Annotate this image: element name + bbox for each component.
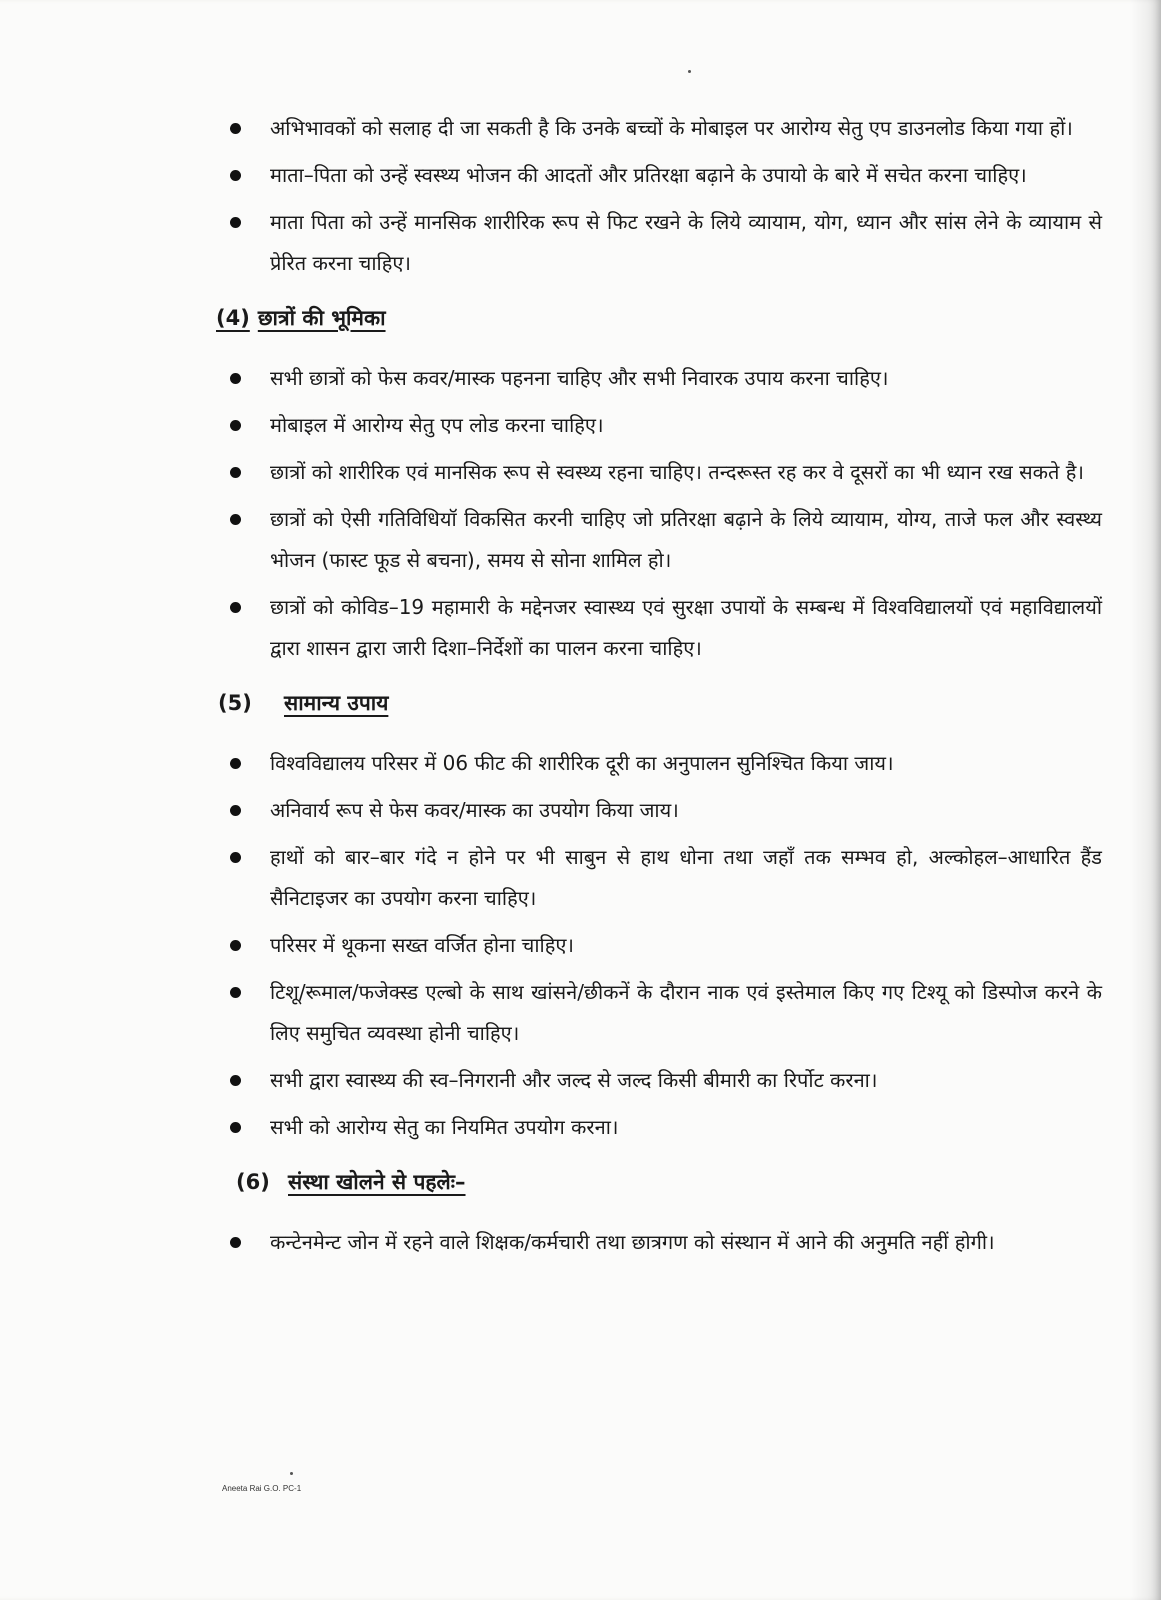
bullet-icon [230, 420, 241, 431]
bullet-text: छात्रों को शारीरिक एवं मानसिक रूप से स्वस्थ्य रहना चाहिए। तन्दरूस्त रह कर वे दूसरों का भी ध्यान रख सकते है। [270, 460, 1084, 484]
section-6-bullet-list [222, 1222, 1102, 1263]
bullet-icon [230, 467, 241, 478]
list-item [222, 358, 1102, 399]
bullet-icon [230, 940, 241, 951]
list-item [222, 743, 1102, 784]
bullet-text: सभी को आरोग्य सेतु का नियमित उपयोग करना। [270, 1115, 619, 1139]
section-number: (4) [216, 306, 250, 330]
bullet-text: टिशू/रूमाल/फजेक्स्ड एल्बो के साथ खांसने/छीकनें के दौरान नाक एवं इस्तेमाल किए गए टिश्यू को डिस्पोज करने के लिए समुचित व्यवस्था होनी चाहिए। [270, 980, 1102, 1045]
bullet-icon [230, 170, 241, 181]
bullet-icon [230, 1237, 241, 1248]
section-5-heading [218, 689, 1102, 717]
list-item [222, 925, 1102, 966]
list-item [222, 202, 1102, 284]
footer-note: Aneeta Rai G.O. PC-1 [222, 1484, 302, 1493]
bullet-text: मोबाइल में आरोग्य सेतु एप लोड करना चाहिए। [270, 413, 604, 437]
bullet-icon [230, 805, 241, 816]
bullet-text: माता–पिता को उन्हें स्वस्थ्य भोजन की आदतों और प्रतिरक्षा बढ़ाने के उपायो के बारे में सचेत करना चाहिए। [270, 163, 1027, 187]
bullet-icon [230, 373, 241, 384]
bullet-icon [230, 987, 241, 998]
bullet-text: अनिवार्य रूप से फेस कवर/मास्क का उपयोग किया जाय। [270, 798, 679, 822]
bullet-text: विश्वविद्यालय परिसर में 06 फीट की शारीरिक दूरी का अनुपालन सुनिश्चित किया जाय। [270, 751, 894, 775]
bullet-text: छात्रों को कोविड–19 महामारी के मद्देनजर स्वास्थ्य एवं सुरक्षा उपायों के सम्बन्ध में विश्वविद्यालयों एवं महाविद्यालयों द्वारा शासन द्वारा जारी दिशा–निर्देशों का पालन करना चाहिए। [270, 595, 1102, 660]
bullet-text: छात्रों को ऐसी गतिविधियॉ विकसित करनी चाहिए जो प्रतिरक्षा बढ़ाने के लिये व्यायाम, योग्य, ताजे फल और स्वस्थ्य भोजन (फास्ट फूड से बचना), समय से सोना शामिल हो। [270, 507, 1102, 572]
bullet-icon [230, 852, 241, 863]
bullet-text: कन्टेनमेन्ट जोन में रहने वाले शिक्षक/कर्मचारी तथा छात्रगण को संस्थान में आने की अनुमति नहीं होगी। [270, 1230, 995, 1254]
list-item [222, 108, 1102, 149]
list-item [222, 452, 1102, 493]
section-4-bullet-list [222, 358, 1102, 669]
bullet-text: माता पिता को उन्हें मानसिक शारीरिक रूप से फिट रखने के लिये व्यायाम, योग, ध्यान और सांस लेने के व्यायाम से प्रेरित करना चाहिए। [270, 210, 1102, 275]
bullet-text: हाथों को बार–बार गंदे न होने पर भी साबुन से हाथ धोना तथा जहाँ तक सम्भव हो, अल्कोहल–आधारित हैंड सैनिटाइजर का उपयोग करना चाहिए। [270, 845, 1102, 910]
bullet-icon [230, 217, 241, 228]
section-number: (6) [236, 1170, 270, 1194]
list-item [222, 1107, 1102, 1148]
bullet-text: अभिभावकों को सलाह दी जा सकती है कि उनके बच्चों के मोबाइल पर आरोग्य सेतु एप डाउनलोड किया गया हों। [270, 116, 1073, 140]
scan-speck [290, 1472, 293, 1475]
section-title: सामान्य उपाय [284, 691, 389, 715]
list-item [222, 972, 1102, 1054]
list-item [222, 499, 1102, 581]
section-4-heading [216, 304, 1102, 332]
section-5-bullet-list [222, 743, 1102, 1148]
list-item [222, 837, 1102, 919]
list-item [222, 790, 1102, 831]
section-number: (5) [218, 691, 252, 715]
section-6-heading [222, 1168, 1102, 1196]
list-item [222, 587, 1102, 669]
list-item [222, 405, 1102, 446]
page-edge-shadow [1131, 0, 1161, 1600]
section-title: छात्रों की भूमिका [257, 306, 386, 330]
bullet-icon [230, 602, 241, 613]
scan-speck [688, 70, 691, 73]
document-body [216, 108, 1102, 1269]
bullet-icon [230, 123, 241, 134]
intro-bullet-list [222, 108, 1102, 284]
bullet-icon [230, 514, 241, 525]
bullet-icon [230, 758, 241, 769]
bullet-text: परिसर में थूकना सख्त वर्जित होना चाहिए। [270, 933, 574, 957]
bullet-text: सभी द्वारा स्वास्थ्य की स्व–निगरानी और जल्द से जल्द किसी बीमारी का रिर्पोट करना। [270, 1068, 878, 1092]
bullet-text: सभी छात्रों को फेस कवर/मास्क पहनना चाहिए और सभी निवारक उपाय करना चाहिए। [270, 366, 889, 390]
list-item [222, 1222, 1102, 1263]
list-item [222, 1060, 1102, 1101]
section-title: संस्था खोलने से पहलेः– [288, 1170, 466, 1194]
list-item [222, 155, 1102, 196]
bullet-icon [230, 1122, 241, 1133]
bullet-icon [230, 1075, 241, 1086]
